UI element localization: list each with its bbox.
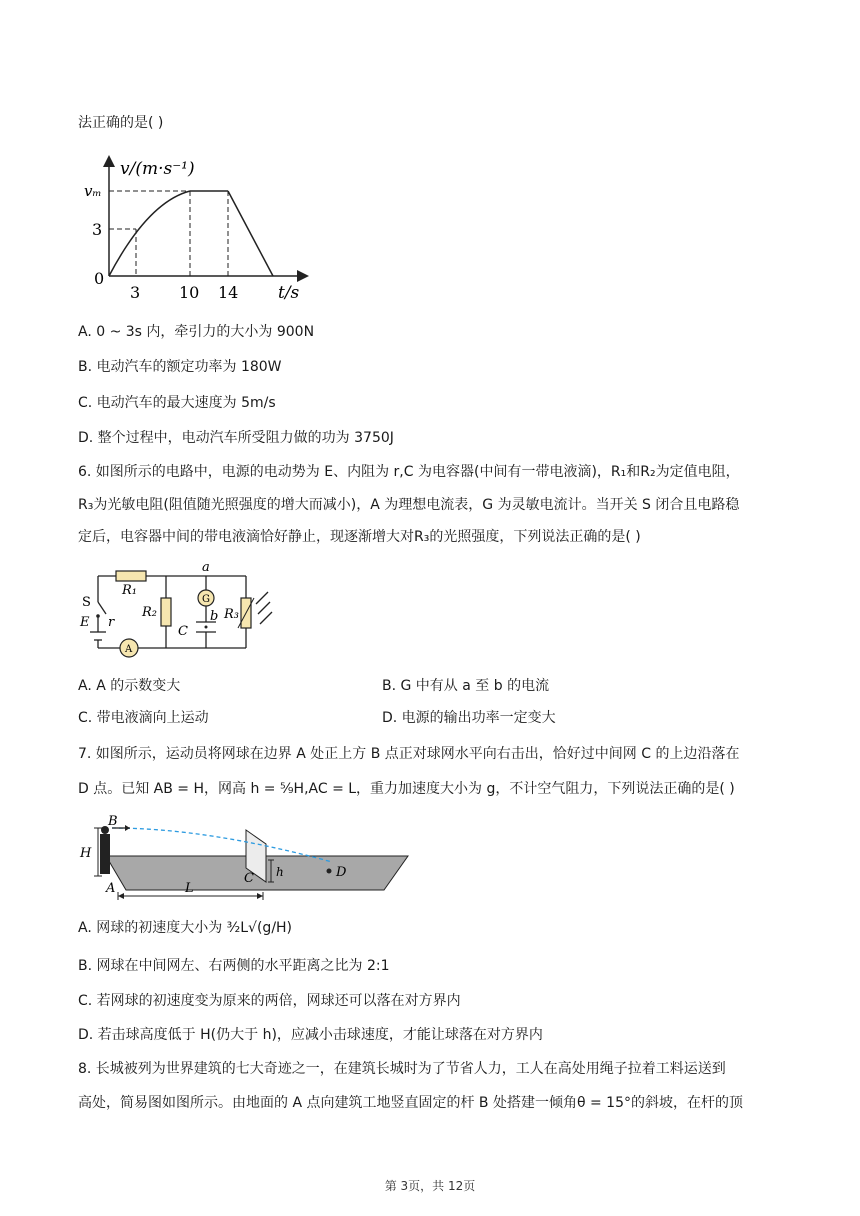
q6-circuit-diagram (78, 560, 278, 662)
label-b: b (210, 609, 219, 624)
label-e: E (80, 615, 90, 630)
label-s: S (82, 595, 91, 610)
xtick-10: 10 (179, 283, 200, 302)
q5-vt-graph (78, 152, 318, 304)
q6-stem-line-3: 定后，电容器中间的带电液滴恰好静止，现逐渐增大对R₃的光照强度，下列说法正确的是( ) (78, 529, 641, 545)
q6-option-d: D. 电源的输出功率一定变大 (382, 710, 556, 726)
origin-label: 0 (94, 269, 105, 288)
label-r: r (108, 615, 115, 630)
charged-droplet (205, 626, 208, 629)
q5-option-c: C. 电动汽车的最大速度为 5m/s (78, 395, 276, 411)
label-a: a (202, 560, 210, 575)
q7-tennis-diagram (78, 812, 418, 908)
q5-option-a: A. 0 ~ 3s 内，牵引力的大小为 900N (78, 324, 315, 340)
label-r2: R₂ (142, 605, 157, 620)
label-r3: R₃ (224, 607, 239, 622)
q7-option-b: B. 网球在中间网左、右两侧的水平距离之比为 2:1 (78, 958, 390, 974)
q8-stem-line-1: 8. 长城被列为世界建筑的七大奇迹之一，在建筑长城时为了节省人力，工人在高处用绳子拉着工料运送到 (78, 1061, 726, 1077)
ylabel: v/(m·s⁻¹) (120, 159, 195, 179)
ytick-3: 3 (92, 220, 103, 239)
label-r1: R₁ (122, 583, 137, 598)
ytick-vm: vₘ (84, 182, 102, 200)
label-h-big: H (80, 846, 92, 861)
label-c: C (244, 871, 254, 886)
q5-option-b: B. 电动汽车的额定功率为 180W (78, 359, 282, 375)
q7-option-c: C. 若网球的初速度变为原来的两倍，网球还可以落在对方界内 (78, 993, 461, 1009)
q7-option-d: D. 若击球高度低于 H(仍大于 h)，应减小击球速度，才能让球落在对方界内 (78, 1027, 543, 1043)
label-ammeter: A (125, 644, 133, 655)
xtick-3: 3 (130, 283, 141, 302)
label-g: G (202, 594, 210, 605)
label-h-small: h (276, 865, 284, 879)
q6-stem-line-2: R₃为光敏电阻(阻值随光照强度的增大而减小)，A 为理想电流表，G 为灵敏电流计。当开关 S 闭合且电路稳 (78, 497, 740, 513)
label-c: C (178, 624, 188, 639)
xtick-14: 14 (218, 283, 239, 302)
label-a: A (106, 881, 116, 896)
q6-option-c: C. 带电液滴向上运动 (78, 710, 209, 726)
accel-curve (109, 191, 190, 276)
xlabel: t/s (278, 283, 300, 303)
label-l: L (185, 881, 194, 896)
q5-stem-tail: 法正确的是( ) (78, 115, 164, 131)
label-d: D (336, 865, 347, 880)
r1-resistor (116, 571, 146, 581)
q6-stem-line-1: 6. 如图所示的电路中，电源的电动势为 E、内阻为 r,C 为电容器(中间有一带电液滴)，R₁和R₂为定值电阻， (78, 464, 740, 480)
q6-option-a: A. A 的示数变大 (78, 678, 181, 694)
page-footer: 第 3页，共 12页 (384, 1179, 476, 1193)
q7-option-a: A. 网球的初速度大小为 ³⁄₂L√(g/H) (78, 920, 293, 936)
q6-option-b: B. G 中有从 a 至 b 的电流 (382, 678, 550, 694)
q7-stem-line-2: D 点。已知 AB = H，网高 h = ⁵⁄₉H,AC = L，重力加速度大小为 g，不计空气阻力，下列说法正确的是( ) (78, 781, 735, 797)
q5-option-d: D. 整个过程中，电动汽车所受阻力做的功为 3750J (78, 430, 394, 446)
q8-stem-line-2: 高处，简易图如图所示。由地面的 A 点向建筑工地竖直固定的杆 B 处搭建一倾角θ = 15°的斜坡，在杆的顶 (78, 1095, 743, 1111)
landing-point (327, 869, 332, 874)
player-icon (100, 834, 110, 874)
decel-segment (228, 191, 273, 276)
r2-resistor (161, 598, 171, 626)
q7-stem-line-1: 7. 如图所示，运动员将网球在边界 A 处正上方 B 点正对球网水平向右击出，恰好过中间网 C 的上边沿落在 (78, 746, 740, 762)
label-b: B (108, 814, 118, 829)
